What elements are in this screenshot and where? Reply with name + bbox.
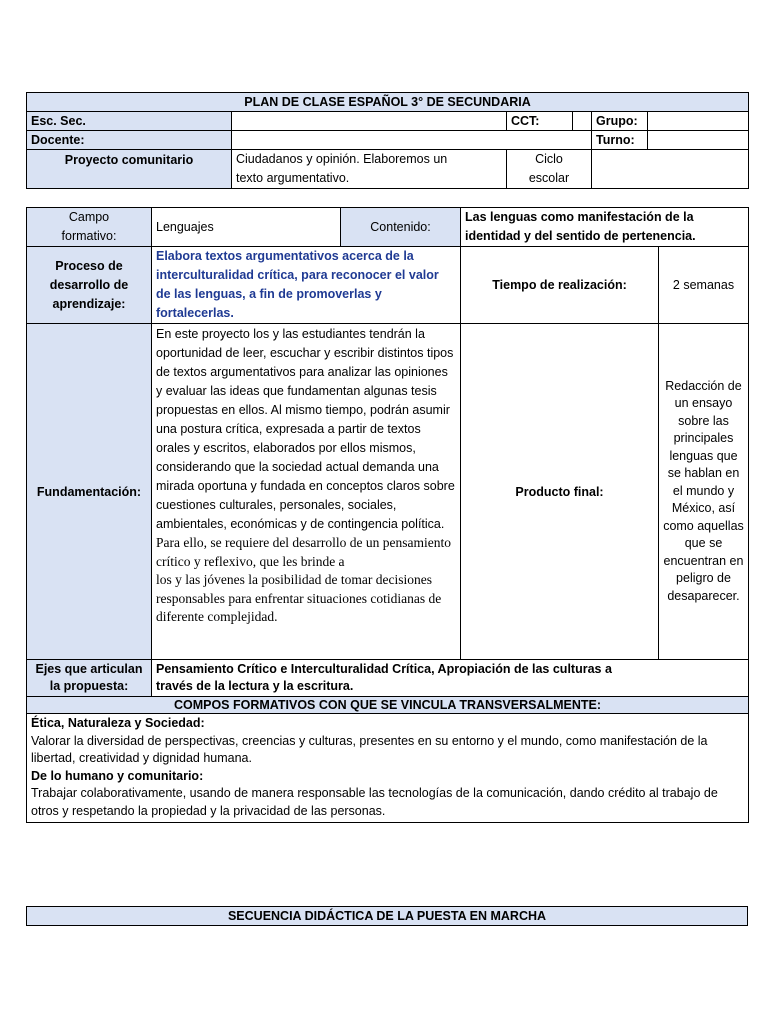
field2-text: Trabajar colaborativamente, usando de manera responsable las tecnologías de la comunicación, dando crédito al trabajo de otros y respetando la propiedad y la privacidad de las personas. <box>31 786 718 818</box>
transversal-heading: COMPOS FORMATIVOS CON QUE SE VINCULA TRANSVERSALMENTE: <box>27 697 749 714</box>
producto-value: Redacción de un ensayo sobre las principales lenguas que se hablan en el mundo y México, así como aquellas que se encuentran en peligro de desaparecer. <box>659 324 749 660</box>
proceso-value: Elabora textos argumentativos acerca de la interculturalidad crítica, para reconocer el valor de las lenguas, a fin de promoverlas y fortalecerlas. <box>152 247 461 324</box>
docente-field[interactable] <box>232 131 592 150</box>
fundamentacion-text <box>152 324 461 660</box>
header-table <box>26 92 749 189</box>
esc-sec-label: Esc. Sec. <box>27 112 232 131</box>
ciclo-field[interactable] <box>592 150 749 189</box>
ejes-value: Pensamiento Crítico e Interculturalidad Crítica, Apropiación de las culturas a través de la lectura y la escritura. <box>152 660 749 697</box>
proyecto-label: Proyecto comunitario <box>27 150 232 189</box>
secuencia-table <box>26 906 748 926</box>
campo-label: Campo formativo: <box>27 208 152 247</box>
contenido-value: Las lenguas como manifestación de la identidad y del sentido de pertenencia. <box>461 208 749 247</box>
tiempo-value: 2 semanas <box>659 247 749 324</box>
proceso-label: Proceso de desarrollo de aprendizaje: <box>27 247 152 324</box>
secuencia-title: SECUENCIA DIDÁCTICA DE LA PUESTA EN MARCHA <box>27 907 748 926</box>
docente-label: Docente: <box>27 131 232 150</box>
esc-sec-field[interactable] <box>232 112 507 131</box>
transversal-content <box>27 714 749 823</box>
field1-title: Ética, Naturaleza y Sociedad: <box>31 716 205 730</box>
field1-text: Valorar la diversidad de perspectivas, creencias y culturas, presentes en su entorno y el mundo, como manifestación de la libertad, creatividad y dignidad humana. <box>31 733 708 765</box>
field2-title: De lo humano y comunitario: <box>31 768 204 783</box>
producto-label: Producto final: <box>461 324 659 660</box>
cct-label: CCT: <box>507 112 573 131</box>
fundamentacion-part3: los y las jóvenes la posibilidad de tomar decisiones responsables para enfrentar situaciones cotidianas de diferente complejidad. <box>156 572 442 624</box>
tiempo-label: Tiempo de realización: <box>461 247 659 324</box>
campo-value: Lenguajes <box>152 208 341 247</box>
fundamentacion-part2: Para ello, se requiere del desarrollo de un pensamiento crítico y reflexivo, que les brinde a <box>156 535 452 569</box>
proyecto-value: Ciudadanos y opinión. Elaboremos un texto argumentativo. <box>232 150 507 189</box>
turno-label: Turno: <box>592 131 648 150</box>
ciclo-label: Ciclo escolar <box>507 150 592 189</box>
fundamentacion-label: Fundamentación: <box>27 324 152 660</box>
fundamentacion-part1: En este proyecto los y las estudiantes tendrán la oportunidad de leer, escuchar y escribir distintos tipos de textos argumentativos para analizar las opiniones y evaluar las ideas que fundamentan algunas tesis propuestas en ellos. Al mismo tiempo, podrán asumir una postura crítica, expresada a partir de textos orales y escritos, elaborados por ellos mismos, considerando que la sociedad actual demanda una mirada oportuna y fundada en conceptos claros sobre cuestiones culturales, personales, sociales, ambientales, económicas y de contingencia política. <box>156 327 455 531</box>
grupo-label: Grupo: <box>592 112 648 131</box>
turno-field[interactable] <box>648 131 749 150</box>
plan-title: PLAN DE CLASE ESPAÑOL 3° DE SECUNDARIA <box>27 93 749 112</box>
plan-table <box>26 207 749 823</box>
ejes-label: Ejes que articulan la propuesta: <box>27 660 152 697</box>
grupo-field[interactable] <box>648 112 749 131</box>
contenido-label: Contenido: <box>341 208 461 247</box>
cct-field[interactable] <box>573 112 592 131</box>
